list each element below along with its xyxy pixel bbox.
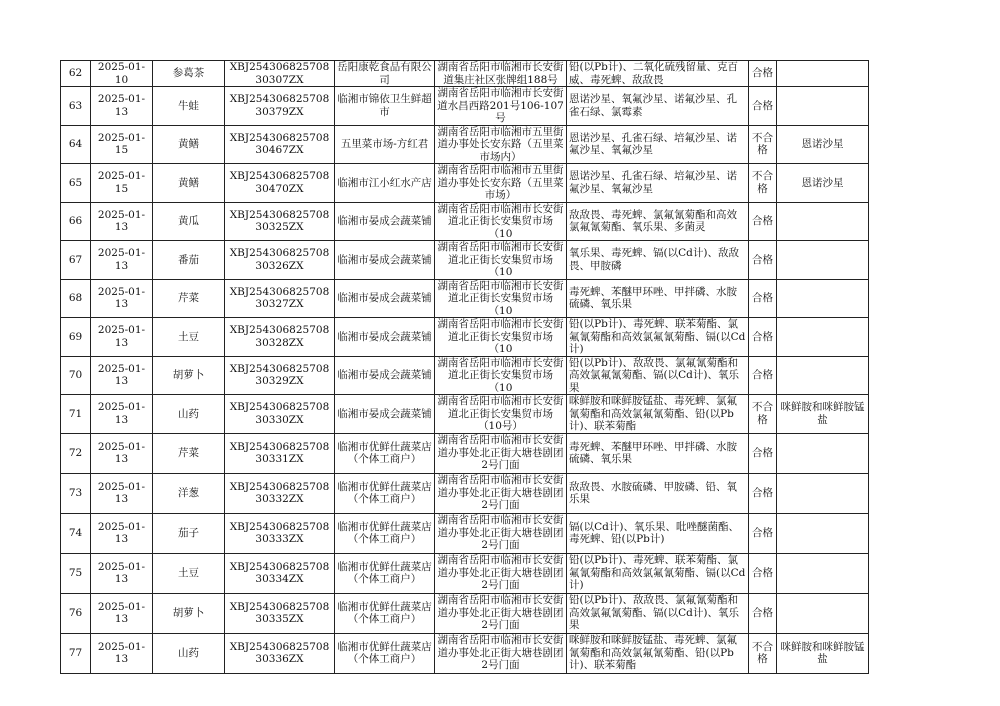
unit-address-cell: 湖南省岳阳市临湘市长安街道办事处北正街大塘巷剧团2号门面 — [435, 633, 567, 673]
sampling-date-cell: 2025-01-10 — [91, 61, 153, 87]
unit-address-cell: 湖南省岳阳市临湘市五里街道办事处长安东路（五里菜市场内） — [435, 125, 567, 164]
unit-address-cell: 湖南省岳阳市临湘市长安街道办事处北正街大塘巷剧团2号门面 — [435, 513, 567, 553]
sampling-date-cell: 2025-01-15 — [91, 125, 153, 164]
sampling-date-cell: 2025-01-13 — [91, 633, 153, 673]
sample-code-cell: XBJ25430682570830330ZX — [225, 395, 335, 434]
row-number-cell: 77 — [61, 633, 91, 673]
unit-address-cell: 湖南省岳阳市临湘市长安街道办事处北正街大塘巷剧团2号门面 — [435, 553, 567, 593]
failed-items-cell: 咪鲜胺和咪鲜胺锰盐 — [777, 395, 869, 434]
row-number-cell: 72 — [61, 433, 91, 473]
failed-items-cell — [777, 202, 869, 241]
sampling-date-cell: 2025-01-13 — [91, 433, 153, 473]
unit-address-cell: 湖南省岳阳市临湘市长安街道北正街长安集贸市场（10 — [435, 318, 567, 357]
sampling-date-cell: 2025-01-13 — [91, 553, 153, 593]
sample-code-cell: XBJ25430682570830336ZX — [225, 633, 335, 673]
sampled-unit-cell: 临湘市晏成会蔬菜铺 — [335, 241, 435, 280]
unit-address-cell: 湖南省岳阳市临湘市长安街道集庄社区张牌组188号 — [435, 61, 567, 87]
inspection-items-cell: 恩诺沙星、氧氟沙星、诺氟沙星、孔雀石绿、氯霉素 — [567, 87, 749, 126]
table-row — [61, 164, 869, 203]
sample-code-cell: XBJ25430682570830307ZX — [225, 61, 335, 87]
inspection-items-cell: 咪鲜胺和咪鲜胺锰盐、毒死蜱、氯氟氰菊酯和高效氯氟氰菊酯、铅(以Pb计)、联苯菊酯 — [567, 633, 749, 673]
unit-address-cell: 湖南省岳阳市临湘市长安街道北正街长安集贸市场（10 — [435, 241, 567, 280]
result-cell: 合格 — [749, 356, 777, 395]
inspection-results-table — [60, 60, 869, 674]
unit-address-cell: 湖南省岳阳市临湘市长安街道办事处北正街大塘巷剧团2号门面 — [435, 433, 567, 473]
result-cell: 合格 — [749, 473, 777, 513]
table-row — [61, 395, 869, 434]
food-name-cell: 黄鳝 — [153, 125, 225, 164]
table-row — [61, 279, 869, 318]
row-number-cell: 66 — [61, 202, 91, 241]
result-cell: 合格 — [749, 241, 777, 280]
sample-code-cell: XBJ25430682570830333ZX — [225, 513, 335, 553]
inspection-items-cell: 镉(以Cd计)、氧乐果、吡唑醚菌酯、毒死蜱、铅(以Pb计) — [567, 513, 749, 553]
inspection-items-cell: 铅(以Pb计)、敌敌畏、氯氟氰菊酯和高效氯氟氰菊酯、镉(以Cd计)、氧乐果 — [567, 356, 749, 395]
sample-code-cell: XBJ25430682570830379ZX — [225, 87, 335, 126]
table-row — [61, 473, 869, 513]
result-cell: 合格 — [749, 318, 777, 357]
sampled-unit-cell: 临湘市优鲜仕蔬菜店（个体工商户） — [335, 593, 435, 633]
food-name-cell: 土豆 — [153, 553, 225, 593]
row-number-cell: 67 — [61, 241, 91, 280]
row-number-cell: 65 — [61, 164, 91, 203]
sampling-date-cell: 2025-01-13 — [91, 395, 153, 434]
result-cell: 合格 — [749, 433, 777, 473]
row-number-cell: 69 — [61, 318, 91, 357]
food-name-cell: 山药 — [153, 633, 225, 673]
sampling-date-cell: 2025-01-15 — [91, 164, 153, 203]
failed-items-cell — [777, 513, 869, 553]
sample-code-cell: XBJ25430682570830467ZX — [225, 125, 335, 164]
failed-items-cell — [777, 553, 869, 593]
table-body — [61, 61, 869, 674]
sampled-unit-cell: 临湘市优鲜仕蔬菜店（个体工商户） — [335, 513, 435, 553]
sampled-unit-cell: 临湘市晏成会蔬菜铺 — [335, 318, 435, 357]
inspection-items-cell: 氧乐果、毒死蜱、镉(以Cd计)、敌敌畏、甲胺磷 — [567, 241, 749, 280]
inspection-items-cell: 铅(以Pb计)、二氧化硫残留量、克百威、毒死蜱、敌敌畏 — [567, 61, 749, 87]
sampled-unit-cell: 临湘市晏成会蔬菜铺 — [335, 395, 435, 434]
result-cell: 合格 — [749, 202, 777, 241]
food-name-cell: 黄瓜 — [153, 202, 225, 241]
table-row — [61, 593, 869, 633]
result-cell: 不合格 — [749, 164, 777, 203]
inspection-items-cell: 敌敌畏、水胺硫磷、甲胺磷、铅、氧乐果 — [567, 473, 749, 513]
sample-code-cell: XBJ25430682570830325ZX — [225, 202, 335, 241]
row-number-cell: 71 — [61, 395, 91, 434]
sampling-date-cell: 2025-01-13 — [91, 202, 153, 241]
result-cell: 不合格 — [749, 633, 777, 673]
table-row — [61, 433, 869, 473]
food-name-cell: 芹菜 — [153, 279, 225, 318]
sample-code-cell: XBJ25430682570830331ZX — [225, 433, 335, 473]
sampled-unit-cell: 临湘市优鲜仕蔬菜店（个体工商户） — [335, 553, 435, 593]
failed-items-cell: 恩诺沙星 — [777, 164, 869, 203]
sampled-unit-cell: 临湘市优鲜仕蔬菜店（个体工商户） — [335, 473, 435, 513]
failed-items-cell — [777, 279, 869, 318]
inspection-items-cell: 毒死蜱、苯醚甲环唑、甲拌磷、水胺硫磷、氧乐果 — [567, 279, 749, 318]
row-number-cell: 63 — [61, 87, 91, 126]
sampling-date-cell: 2025-01-13 — [91, 356, 153, 395]
unit-address-cell: 湖南省岳阳市临湘市长安街道办事处北正街大塘巷剧团2号门面 — [435, 593, 567, 633]
inspection-items-cell: 毒死蜱、苯醚甲环唑、甲拌磷、水胺硫磷、氧乐果 — [567, 433, 749, 473]
sampling-date-cell: 2025-01-13 — [91, 473, 153, 513]
inspection-items-cell: 铅(以Pb计)、毒死蜱、联苯菊酯、氯氟氰菊酯和高效氯氟氰菊酯、镉(以Cd计) — [567, 318, 749, 357]
failed-items-cell: 咪鲜胺和咪鲜胺锰盐 — [777, 633, 869, 673]
table-row — [61, 318, 869, 357]
unit-address-cell: 湖南省岳阳市临湘市长安街道办事处北正街大塘巷剧团2号门面 — [435, 473, 567, 513]
result-cell: 不合格 — [749, 125, 777, 164]
unit-address-cell: 湖南省岳阳市临湘市长安街道北正街长安集贸市场（10 — [435, 279, 567, 318]
failed-items-cell — [777, 433, 869, 473]
food-name-cell: 参葛茶 — [153, 61, 225, 87]
sampling-date-cell: 2025-01-13 — [91, 593, 153, 633]
sampled-unit-cell: 临湘市晏成会蔬菜铺 — [335, 356, 435, 395]
row-number-cell: 73 — [61, 473, 91, 513]
result-cell: 合格 — [749, 87, 777, 126]
food-name-cell: 胡萝卜 — [153, 356, 225, 395]
sample-code-cell: XBJ25430682570830335ZX — [225, 593, 335, 633]
food-name-cell: 洋葱 — [153, 473, 225, 513]
food-name-cell: 黄鳝 — [153, 164, 225, 203]
sample-code-cell: XBJ25430682570830326ZX — [225, 241, 335, 280]
table-row — [61, 553, 869, 593]
failed-items-cell — [777, 87, 869, 126]
unit-address-cell: 湖南省岳阳市临湘市长安街道北正街长安集贸市场（10号） — [435, 395, 567, 434]
table-row — [61, 87, 869, 126]
sampled-unit-cell: 临湘市晏成会蔬菜铺 — [335, 202, 435, 241]
food-name-cell: 牛蛙 — [153, 87, 225, 126]
failed-items-cell — [777, 241, 869, 280]
unit-address-cell: 湖南省岳阳市临湘市长安街道水昌西路201号106-107号 — [435, 87, 567, 126]
row-number-cell: 76 — [61, 593, 91, 633]
failed-items-cell — [777, 61, 869, 87]
food-name-cell: 番茄 — [153, 241, 225, 280]
sampled-unit-cell: 临湘市江小红水产店 — [335, 164, 435, 203]
sample-code-cell: XBJ25430682570830327ZX — [225, 279, 335, 318]
table-row — [61, 61, 869, 87]
food-name-cell: 茄子 — [153, 513, 225, 553]
result-cell: 不合格 — [749, 395, 777, 434]
result-cell: 合格 — [749, 61, 777, 87]
sampled-unit-cell: 临湘市锦依卫生鲜超市 — [335, 87, 435, 126]
table-row — [61, 633, 869, 673]
sampling-date-cell: 2025-01-13 — [91, 241, 153, 280]
failed-items-cell — [777, 318, 869, 357]
food-name-cell: 土豆 — [153, 318, 225, 357]
unit-address-cell: 湖南省岳阳市临湘市长安街道北正街长安集贸市场（10 — [435, 202, 567, 241]
sampled-unit-cell: 临湘市晏成会蔬菜铺 — [335, 279, 435, 318]
row-number-cell: 75 — [61, 553, 91, 593]
sample-code-cell: XBJ25430682570830334ZX — [225, 553, 335, 593]
inspection-items-cell: 铅(以Pb计)、敌敌畏、氯氟氰菊酯和高效氯氟氰菊酯、镉(以Cd计)、氧乐果 — [567, 593, 749, 633]
row-number-cell: 62 — [61, 61, 91, 87]
table-row — [61, 241, 869, 280]
inspection-items-cell: 敌敌畏、毒死蜱、氯氟氰菊酯和高效氯氟氰菊酯、氧乐果、多菌灵 — [567, 202, 749, 241]
unit-address-cell: 湖南省岳阳市临湘市五里街道办事处长安东路（五里菜市场） — [435, 164, 567, 203]
failed-items-cell — [777, 473, 869, 513]
sampling-date-cell: 2025-01-13 — [91, 279, 153, 318]
result-cell: 合格 — [749, 553, 777, 593]
row-number-cell: 74 — [61, 513, 91, 553]
sampling-date-cell: 2025-01-13 — [91, 318, 153, 357]
sample-code-cell: XBJ25430682570830328ZX — [225, 318, 335, 357]
table-row — [61, 356, 869, 395]
sample-code-cell: XBJ25430682570830329ZX — [225, 356, 335, 395]
failed-items-cell: 恩诺沙星 — [777, 125, 869, 164]
food-name-cell: 芹菜 — [153, 433, 225, 473]
failed-items-cell — [777, 356, 869, 395]
sample-code-cell: XBJ25430682570830470ZX — [225, 164, 335, 203]
row-number-cell: 64 — [61, 125, 91, 164]
row-number-cell: 68 — [61, 279, 91, 318]
inspection-items-cell: 恩诺沙星、孔雀石绿、培氟沙星、诺氟沙星、氧氟沙星 — [567, 164, 749, 203]
table-row — [61, 125, 869, 164]
table-row — [61, 202, 869, 241]
sampled-unit-cell: 临湘市优鲜仕蔬菜店（个体工商户） — [335, 633, 435, 673]
food-name-cell: 胡萝卜 — [153, 593, 225, 633]
sampling-date-cell: 2025-01-13 — [91, 87, 153, 126]
sample-code-cell: XBJ25430682570830332ZX — [225, 473, 335, 513]
inspection-items-cell: 铅(以Pb计)、毒死蜱、联苯菊酯、氯氟氰菊酯和高效氯氟氰菊酯、镉(以Cd计) — [567, 553, 749, 593]
unit-address-cell: 湖南省岳阳市临湘市长安街道北正街长安集贸市场（10 — [435, 356, 567, 395]
row-number-cell: 70 — [61, 356, 91, 395]
failed-items-cell — [777, 593, 869, 633]
sampled-unit-cell: 临湘市优鲜仕蔬菜店（个体工商户） — [335, 433, 435, 473]
sampled-unit-cell: 五里菜市场-方红君 — [335, 125, 435, 164]
inspection-items-cell: 咪鲜胺和咪鲜胺锰盐、毒死蜱、氯氟氰菊酯和高效氯氟氰菊酯、铅(以Pb计)、联苯菊酯 — [567, 395, 749, 434]
table-row — [61, 513, 869, 553]
inspection-items-cell: 恩诺沙星、孔雀石绿、培氟沙星、诺氟沙星、氧氟沙星 — [567, 125, 749, 164]
sampling-date-cell: 2025-01-13 — [91, 513, 153, 553]
result-cell: 合格 — [749, 513, 777, 553]
result-cell: 合格 — [749, 593, 777, 633]
sampled-unit-cell: 岳阳康乾食品有限公司 — [335, 61, 435, 87]
result-cell: 合格 — [749, 279, 777, 318]
food-name-cell: 山药 — [153, 395, 225, 434]
